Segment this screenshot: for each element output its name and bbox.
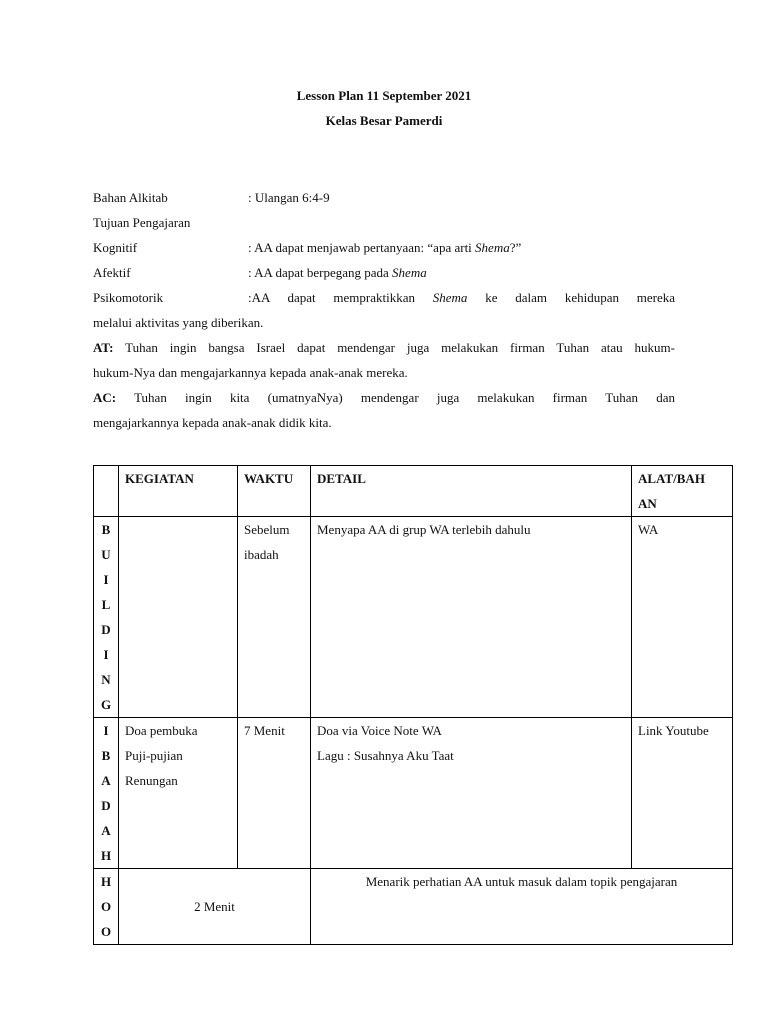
building-alat: WA	[632, 517, 733, 718]
building-detail: Menyapa AA di grup WA terlebih dahulu	[311, 517, 632, 718]
info-block	[0, 185, 768, 435]
header-alat: ALAT/BAH AN	[632, 466, 733, 517]
tujuan-label: Tujuan Pengajaran	[93, 215, 191, 230]
table-row-hook	[94, 869, 733, 945]
psikomotorik-label: Psikomotorik	[93, 290, 164, 305]
ibadah-waktu: 7 Menit	[238, 718, 311, 869]
kognitif-label: Kognitif	[93, 240, 138, 255]
kognitif-value: : AA dapat menjawab pertanyaan: “apa arti Shema?”	[248, 240, 522, 255]
hook-waktu: 2 Menit	[119, 869, 311, 945]
ibadah-detail: Doa via Voice Note WA Lagu : Susahnya Aku Taat	[311, 718, 632, 869]
header-kegiatan: KEGIATAN	[119, 466, 238, 517]
table-header-row	[94, 466, 733, 517]
building-vertical-label: B U I L D I N G	[94, 517, 119, 718]
at-line-2: hukum-Nya dan mengajarkannya kepada anak-anak mereka.	[93, 365, 408, 380]
header-empty-cell	[94, 466, 119, 517]
afektif-value: : AA dapat berpegang pada Shema	[248, 265, 427, 280]
afektif-label: Afektif	[93, 265, 131, 280]
bahan-value: : Ulangan 6:4-9	[248, 190, 330, 205]
at-line-1: AT: Tuhan ingin bangsa Israel dapat mendengar juga melakukan firman Tuhan atau hukum-	[93, 340, 675, 355]
table-row-ibadah	[94, 718, 733, 869]
lesson-table	[93, 465, 733, 945]
page-subtitle: Kelas Besar Pamerdi	[325, 113, 443, 128]
building-waktu: Sebelum ibadah	[238, 517, 311, 718]
hook-detail: Menarik perhatian AA untuk masuk dalam topik pengajaran	[311, 869, 733, 945]
psikomotorik-cont: melalui aktivitas yang diberikan.	[93, 315, 264, 330]
ac-line-1: AC: Tuhan ingin kita (umatnyaNya) mendengar juga melakukan firman Tuhan dan	[93, 390, 675, 405]
page-title: Lesson Plan 11 September 2021	[296, 88, 472, 103]
building-kegiatan	[119, 517, 238, 718]
ibadah-alat: Link Youtube	[632, 718, 733, 869]
ibadah-kegiatan: Doa pembuka Puji-pujian Renungan	[119, 718, 238, 869]
ac-line-2: mengajarkannya kepada anak-anak didik kita.	[93, 415, 332, 430]
header-detail: DETAIL	[311, 466, 632, 517]
header-waktu: WAKTU	[238, 466, 311, 517]
ibadah-vertical-label: I B A D A H	[94, 718, 119, 869]
psikomotorik-value: :AA dapat mempraktikkan Shema ke dalam kehidupan mereka	[248, 290, 675, 305]
table-row-building	[94, 517, 733, 718]
hook-vertical-label: H O O	[94, 869, 119, 945]
bahan-label: Bahan Alkitab	[93, 190, 168, 205]
